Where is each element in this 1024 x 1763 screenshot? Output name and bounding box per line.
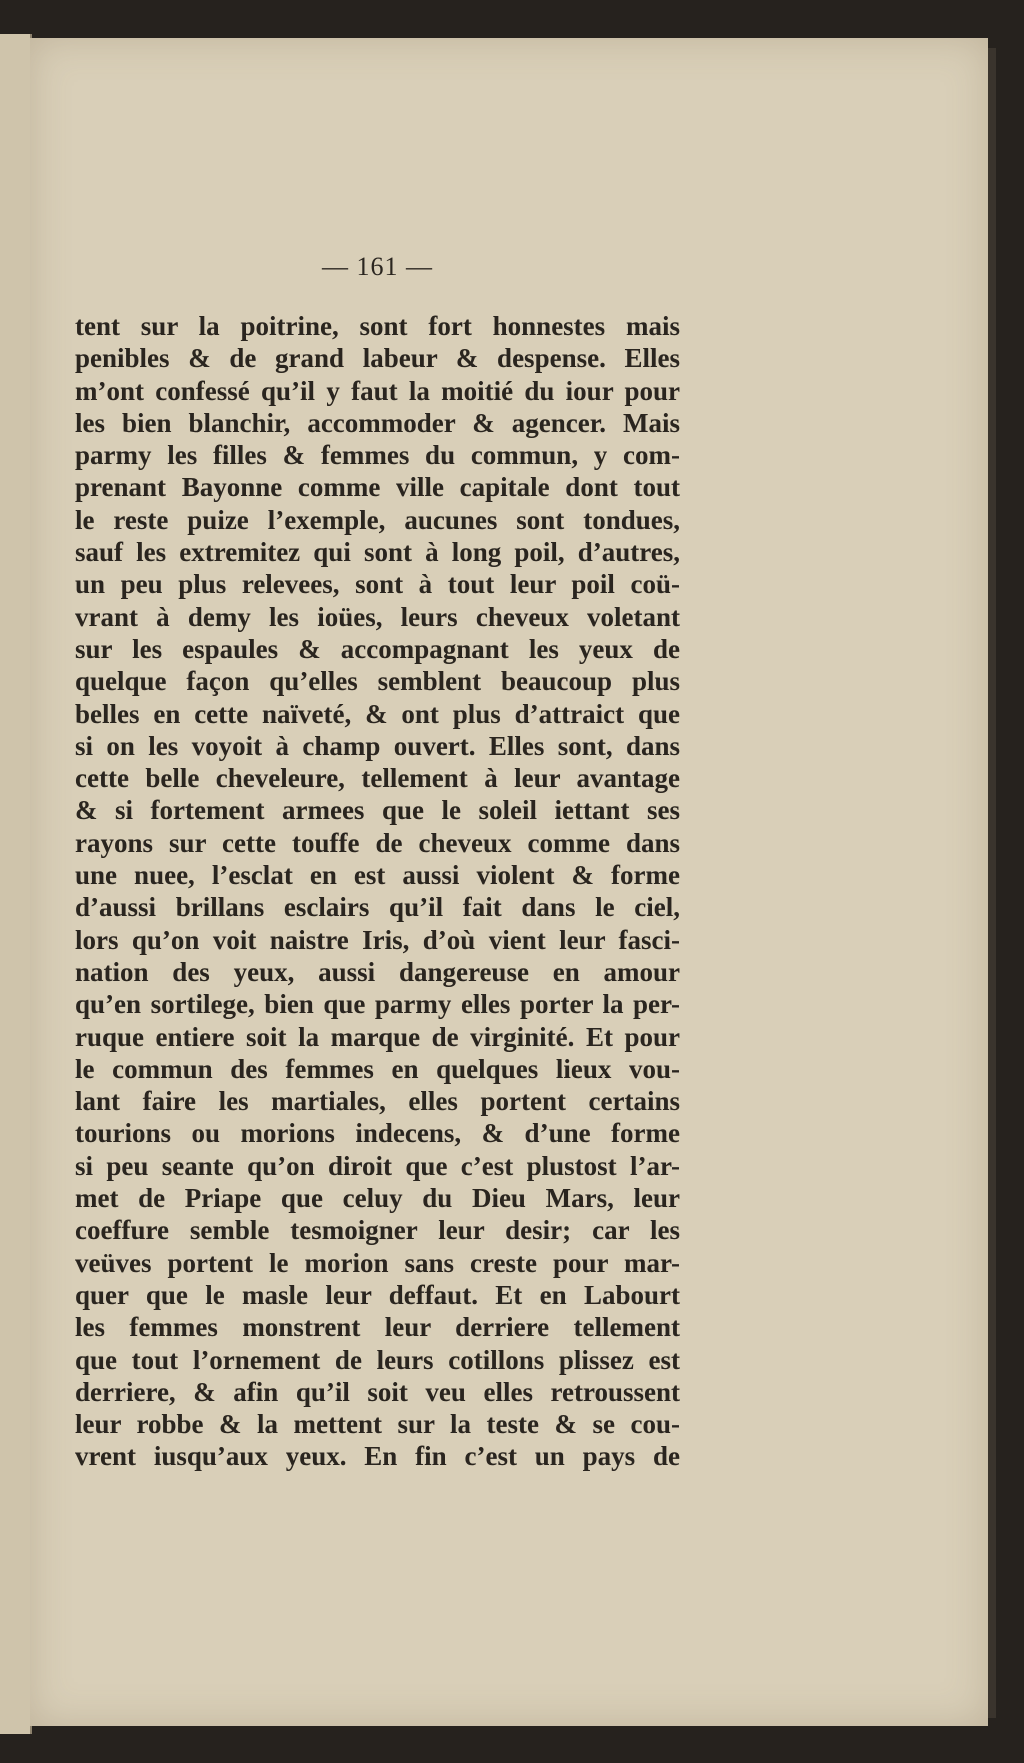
page-shadow-edge (988, 48, 996, 1718)
text-line: sauf les extremitez qui sont à long poil, d’autres, (75, 537, 680, 568)
text-line: derriere, & afin qu’il soit veu elles retroussent (75, 1376, 680, 1407)
text-line: le commun des femmes en quelques lieux vou- (75, 1053, 680, 1084)
text-line: un peu plus relevees, sont à tout leur poil coü- (75, 569, 680, 600)
text-line: le reste puize l’exemple, aucunes sont tondues, (75, 504, 680, 535)
text-line: prenant Bayonne comme ville capitale dont tout (75, 472, 680, 503)
text-line: coeffure semble tesmoigner leur desir; car les (75, 1215, 680, 1246)
text-line: qu’en sortilege, bien que parmy elles porter la per- (75, 989, 680, 1020)
text-line: vrant à demy les ioües, leurs cheveux voletant (75, 601, 680, 632)
text-line: & si fortement armees que le soleil iettant ses (75, 795, 680, 826)
text-line: lant faire les martiales, elles portent certains (75, 1086, 680, 1117)
text-line: lors qu’on voit naistre Iris, d’où vient leur fasci- (75, 924, 680, 955)
text-line: belles en cette naïveté, & ont plus d’attraict que (75, 698, 680, 729)
text-line: sur les espaules & accompagnant les yeux de (75, 633, 680, 664)
text-line: si peu seante qu’on diroit que c’est plustost l’ar- (75, 1150, 680, 1181)
text-line: vrent iusqu’aux yeux. En fin c’est un pays de (75, 1441, 680, 1472)
text-line: leur robbe & la mettent sur la teste & se cou- (75, 1409, 680, 1440)
text-line: tent sur la poitrine, sont fort honnestes mais (75, 311, 680, 341)
text-line: rayons sur cette touffe de cheveux comme dans (75, 827, 680, 858)
text-line: les bien blanchir, accommoder & agencer. Mais (75, 407, 680, 438)
text-line: cette belle cheveleure, tellement à leur avantage (75, 763, 680, 794)
text-line: parmy les filles & femmes du commun, y com- (75, 440, 680, 471)
text-line: m’ont confessé qu’il y faut la moitié du iour pour (75, 375, 680, 406)
text-line: quelque façon qu’elles semblent beaucoup plus (75, 666, 680, 697)
text-line: quer que le masle leur deffaut. Et en Labourt (75, 1279, 680, 1310)
page-number: — 161 — (322, 252, 433, 281)
text-line: les femmes monstrent leur derriere tellement (75, 1312, 680, 1343)
facing-page-edge (0, 34, 32, 1734)
text-line: une nuee, l’esclat en est aussi violent & forme (75, 860, 680, 891)
text-line: si on les voyoit à champ ouvert. Elles sont, dans (75, 730, 680, 761)
body-text (75, 310, 680, 1473)
text-line: met de Priape que celuy du Dieu Mars, leur (75, 1183, 680, 1214)
text-line: d’aussi brillans esclairs qu’il fait dans le ciel, (75, 892, 680, 923)
text-line: ruque entiere soit la marque de virginité. Et pour (75, 1021, 680, 1052)
text-line: tourions ou morions indecens, & d’une forme (75, 1118, 680, 1149)
text-line: penibles & de grand labeur & despense. Elles (75, 343, 680, 374)
text-line: veüves portent le morion sans creste pour mar- (75, 1247, 680, 1278)
text-line: que tout l’ornement de leurs cotillons plissez est (75, 1344, 680, 1375)
text-line: nation des yeux, aussi dangereuse en amour (75, 956, 680, 987)
